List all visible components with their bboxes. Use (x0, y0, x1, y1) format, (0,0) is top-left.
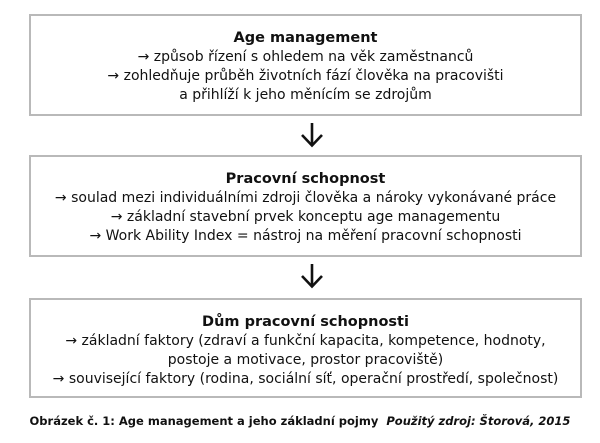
box-dum-pracovni-schopnosti (29, 298, 582, 398)
figure-caption (0, 414, 600, 428)
box-pracovni-schopnost (29, 155, 582, 257)
box-title: Dům pracovní schopnosti (202, 314, 409, 330)
box-line: → soulad mezi individuálními zdroji člověka a nároky vykonávané práce (54, 190, 557, 206)
box-title: Pracovní schopnost (225, 171, 386, 187)
box-line: postoje a motivace, prostor pracoviště) (167, 352, 444, 368)
box-age-management (29, 14, 582, 116)
box-line: → Work Ability Index = nástroj na měření pracovní schopnosti (89, 228, 522, 244)
caption-source: Použitý zdroj: Štorová, 2015 (386, 414, 571, 428)
box-line: → související faktory (rodina, sociální síť, operační prostředí, společnost) (52, 371, 559, 387)
box-line: → základní stavební prvek konceptu age managementu (110, 209, 501, 225)
down-arrow-icon (300, 122, 324, 148)
caption-label: Obrázek č. 1: Age management a jeho základní pojmy (29, 414, 379, 428)
box-title: Age management (233, 30, 378, 46)
box-line: → způsob řízení s ohledem na věk zaměstnanců (137, 49, 474, 65)
box-line: a přihlíží k jeho měnícím se zdrojům (179, 87, 432, 103)
down-arrow-icon (300, 263, 324, 289)
box-line: → zohledňuje průběh životních fází člověka na pracovišti (107, 68, 504, 84)
box-line: → základní faktory (zdraví a funkční kapacita, kompetence, hodnoty, (65, 333, 546, 349)
